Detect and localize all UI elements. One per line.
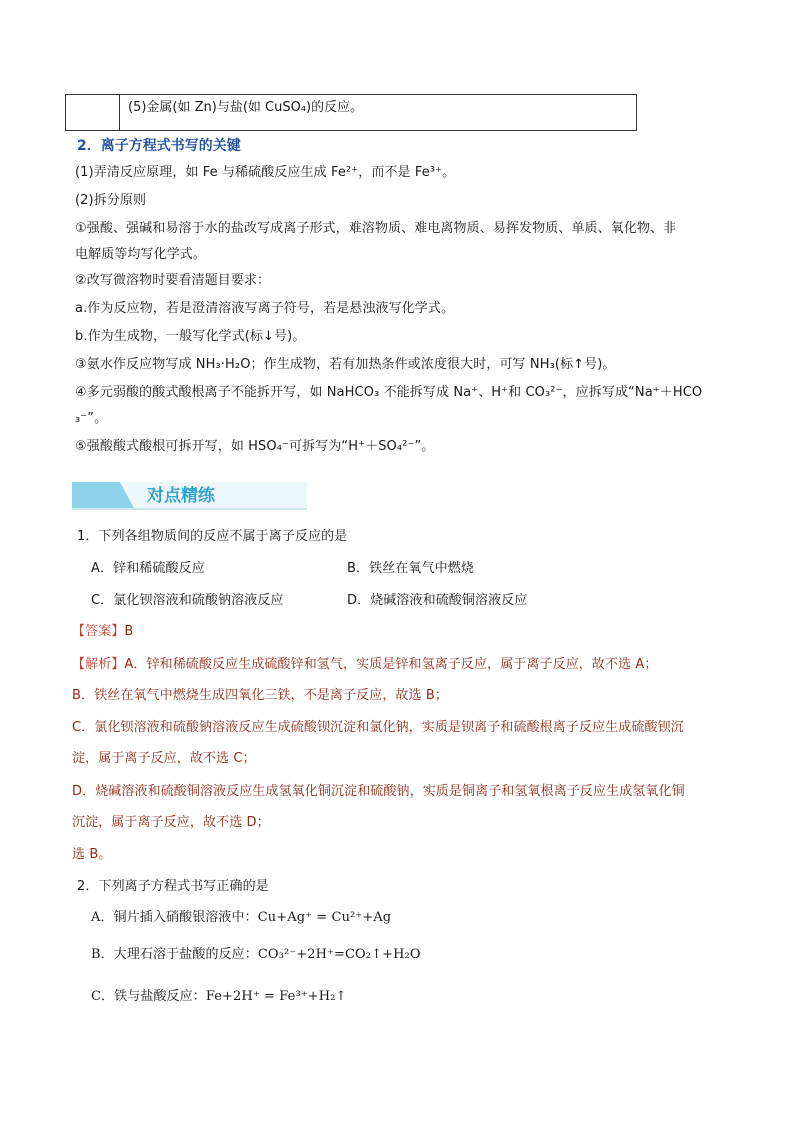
analysis-line: C．氯化钡溶液和硫酸钠溶液反应生成硫酸钡沉淀和氯化钠，实质是钡离子和硫酸根离子反应生成硫酸钡沉 [72,720,684,735]
paragraph: ④多元弱酸的酸式酸根离子不能拆开写，如 NaHCO₃ 不能拆写成 Na⁺、H⁺和 CO₃²⁻，应拆写成“Na⁺＋HCO [75,385,703,400]
paragraph: ①强酸、强碱和易溶于水的盐改写成离子形式，难溶物质、难电离物质、易挥发物质、单质、氧化物、非 [75,221,677,236]
table-empty-cell [66,95,120,130]
analysis-line: 淀，属于离子反应，故不选 C； [72,751,256,766]
paragraph: (2)拆分原则 [75,193,147,208]
q1-option-d: D．烧碱溶液和硫酸铜溶液反应 [347,593,528,608]
q1-option-b: B．铁丝在氧气中燃烧 [347,561,474,576]
answer-label: 【答案】 [72,624,125,639]
answer-value: B [124,624,134,639]
analysis-line: B．铁丝在氧气中燃烧生成四氧化三铁，不是离子反应，故选 B； [72,688,448,703]
paragraph: 电解质等均写化学式。 [75,247,207,262]
paragraph: ⑤强酸酸式酸根可拆开写，如 HSO₄⁻可拆写为“H⁺＋SO₄²⁻”。 [75,439,435,454]
banner-title: 对点精练 [147,486,215,506]
q1-option-c: C．氯化钡溶液和硫酸钠溶液反应 [91,593,284,608]
analysis-line-1 [72,656,658,674]
table-row [65,94,637,131]
analysis-line: D．烧碱溶液和硫酸铜溶液反应生成氢氧化铜沉淀和硫酸钠，实质是铜离子和氢氧根离子反应生成氢氧化铜 [72,784,685,799]
q1-option-a: A．锌和稀硫酸反应 [91,561,205,576]
paragraph: ③氨水作反应物写成 NH₃·H₂O；作生成物，若有加热条件或浓度很大时，可写 NH₃(标↑号)。 [75,357,616,372]
table-row-text: (5)金属(如 Zn)与盐(如 CuSO₄)的反应。 [128,100,364,115]
analysis-text: A．锌和稀硫酸反应生成硫酸锌和氢气，实质是锌和氢离子反应，属于离子反应，故不选 A； [124,657,658,672]
paragraph: a.作为反应物，若是澄清溶液写离子符号，若是悬浊液写化学式。 [75,301,455,316]
paragraph: b.作为生成物，一般写化学式(标↓号)。 [75,329,306,344]
analysis-line: 沉淀，属于离子反应，故不选 D； [72,815,270,830]
question-2-stem: 2．下列离子方程式书写正确的是 [77,879,269,894]
question-1-stem: 1．下列各组物质间的反应不属于离子反应的是 [77,529,348,544]
section-heading: 2．离子方程式书写的关键 [77,138,241,154]
paragraph: (1)弄清反应原理，如 Fe 与稀硫酸反应生成 Fe²⁺，而不是 Fe³⁺。 [75,165,456,180]
paragraph: ②改写微溶物时要看清题目要求： [75,273,271,288]
q2-option-a: A．铜片插入硝酸银溶液中：Cu+Ag⁺ = Cu²⁺+Ag [91,910,392,925]
analysis-line: 选 B。 [72,847,112,862]
analysis-label: 【解析】 [72,657,125,672]
answer-line [72,623,133,641]
paragraph: ₃⁻”。 [75,411,108,426]
q2-option-c: C．铁与盐酸反应：Fe+2H⁺ = Fe³⁺+H₂↑ [91,989,347,1004]
q2-option-b: B．大理石溶于盐酸的反应：CO₃²⁻+2H⁺=CO₂↑+H₂O [91,947,421,962]
